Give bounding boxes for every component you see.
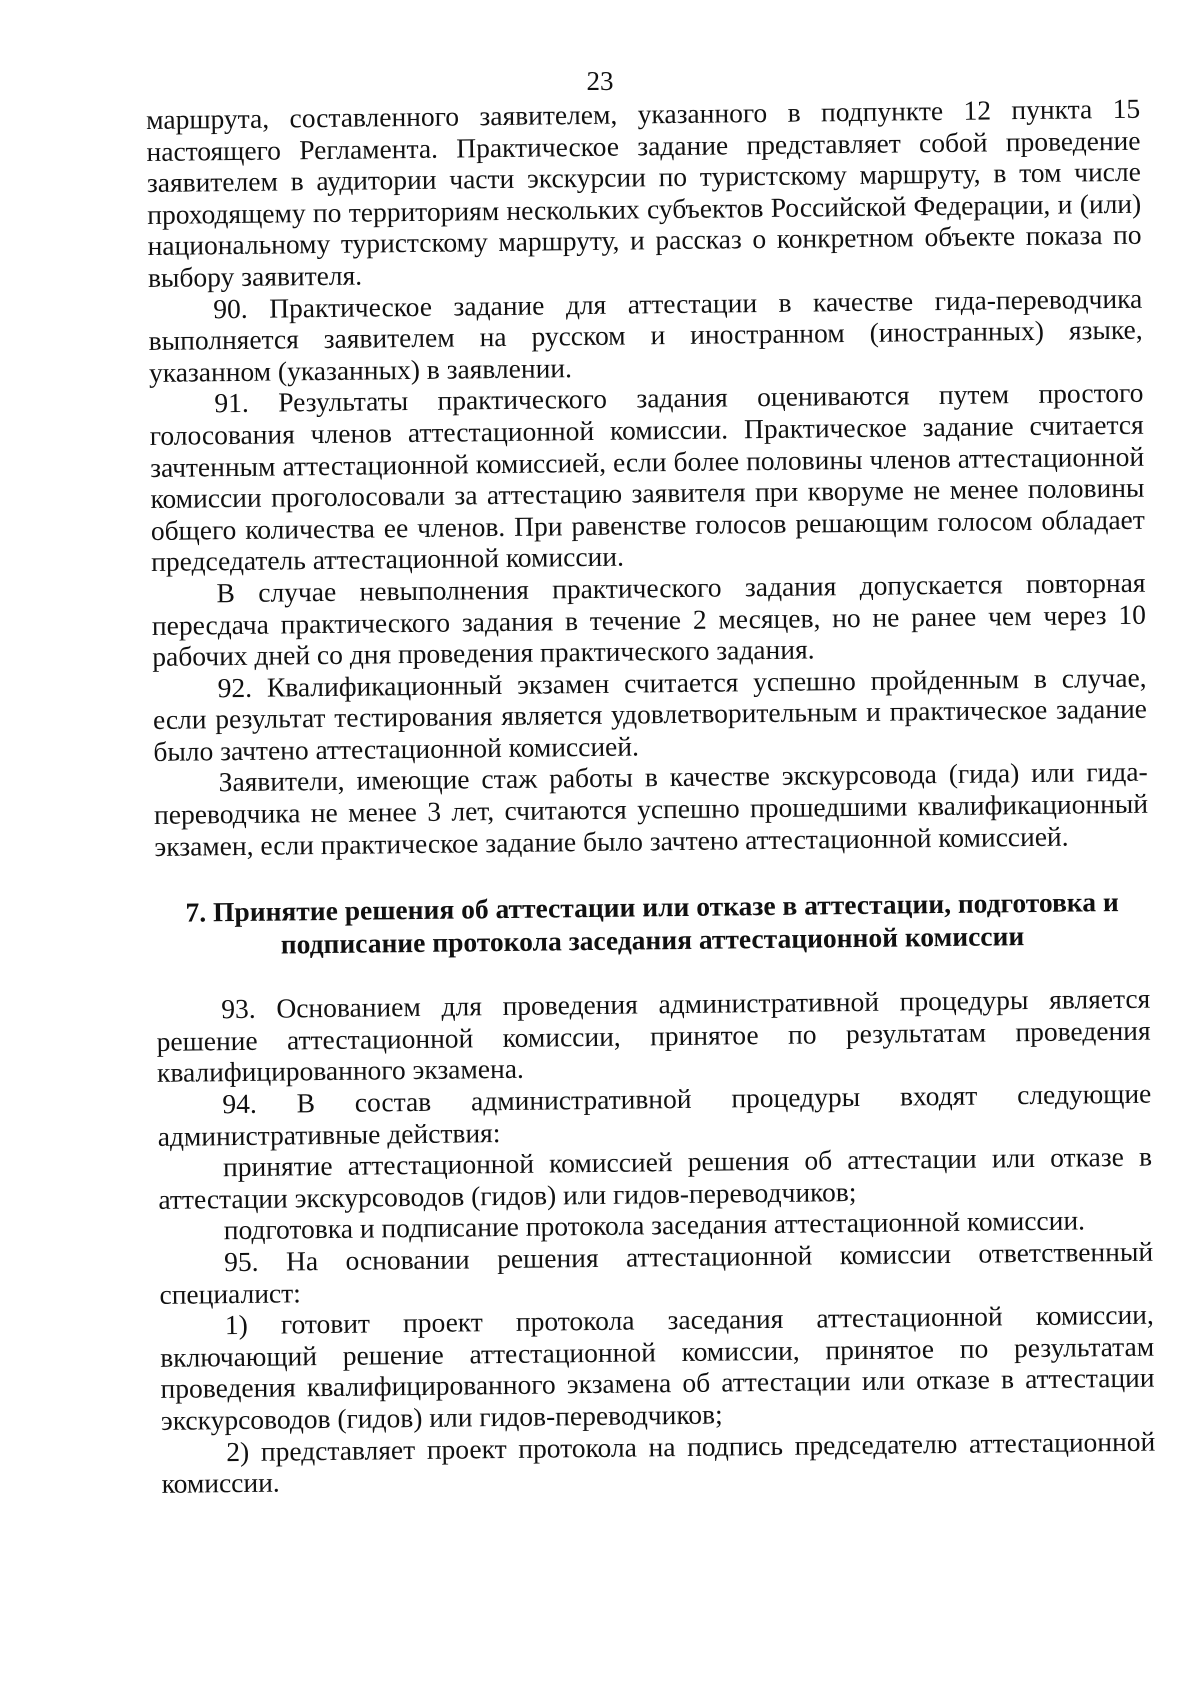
paragraph-95-item-1: 1) готовит проект протокола заседания аттестационной комиссии, включающий решение аттестационной комиссии, принятое по результатам проведения квалифицированного экзамена об аттестации или отказе в аттестации экскурсоводов (гидов) или гидов-переводчиков; xyxy=(160,1298,1155,1436)
paragraph-continuation: маршрута, составленного заявителем, указанного в подпункте 12 пункта 15 настоящего Регламента. Практическое задание представляет собой проведение заявителем в аудитории части экскурсии по туристскому маршруту, в том числе проходящему по территориям нескольких субъектов Российской Федерации, и (или) национальному туристскому маршруту, и рассказ о конкретном объекте показа по выбору заявителя. xyxy=(146,92,1142,293)
paragraph-94-item-decision: принятие аттестационной комиссией решения об аттестации или отказе в аттестации экскурсоводов (гидов) или гидов-переводчиков; xyxy=(158,1140,1153,1215)
paragraph-95: 95. На основании решения аттестационной комиссии ответственный специалист: xyxy=(159,1235,1154,1310)
paragraph-90: 90. Практическое задание для аттестации в качестве гида-переводчика выполняется заявителем на русском и иностранном (иностранных) языке, указанном (указанных) в заявлении. xyxy=(148,282,1143,388)
paragraph-experience: Заявители, имеющие стаж работы в качестве экскурсовода (гида) или гида-переводчика не менее 3 лет, считаются успешно прошедшими квалификационный экзамен, если практическое задание было зачтено аттестационной комиссией. xyxy=(153,756,1149,862)
paragraph-retake: В случае невыполнения практического задания допускается повторная пересдача практического задания в течение 2 месяцев, но не ранее чем через 10 рабочих дней со дня проведения практического задания. xyxy=(151,566,1147,673)
document-body xyxy=(146,93,1156,1500)
paragraph-94-item-protocol: подготовка и подписание протокола заседания аттестационной комиссии. xyxy=(223,1204,1086,1246)
paragraph-92: 92. Квалификационный экзамен считается успешно пройденным в случае, если результат тестирования является удовлетворительным и практическое задание было зачтено аттестационной комиссией. xyxy=(152,661,1148,767)
paragraph-93: 93. Основанием для проведения административной процедуры является решение аттестационной комиссии, принятое по результатам проведения квалифицированного экзамена. xyxy=(156,982,1151,1089)
paragraph-91: 91. Результаты практического задания оцениваются путем простого голосования членов аттестационной комиссии. Практическое задание считается зачтенным аттестационной комиссией, если более половины членов аттестационной комиссии проголосовали за аттестацию заявителя при кворуме не менее половины общего количества ее членов. При равенстве голосов решающим голосом обладает председатель аттестационной комиссии. xyxy=(149,377,1145,578)
section-heading xyxy=(155,885,1150,962)
section-heading-line-1: 7. Принятие решения об аттестации или отказе в аттестации, подготовка и xyxy=(185,886,1119,928)
page-number: 23 xyxy=(586,66,614,96)
paragraph-94: 94. В состав административной процедуры входят следующие административные действия: xyxy=(157,1077,1152,1152)
section-heading-line-2: подписание протокола заседания аттестационной комиссии xyxy=(280,920,1025,960)
paragraph-95-item-2: 2) представляет проект протокола на подпись председателю аттестационной комиссии. xyxy=(161,1425,1156,1500)
